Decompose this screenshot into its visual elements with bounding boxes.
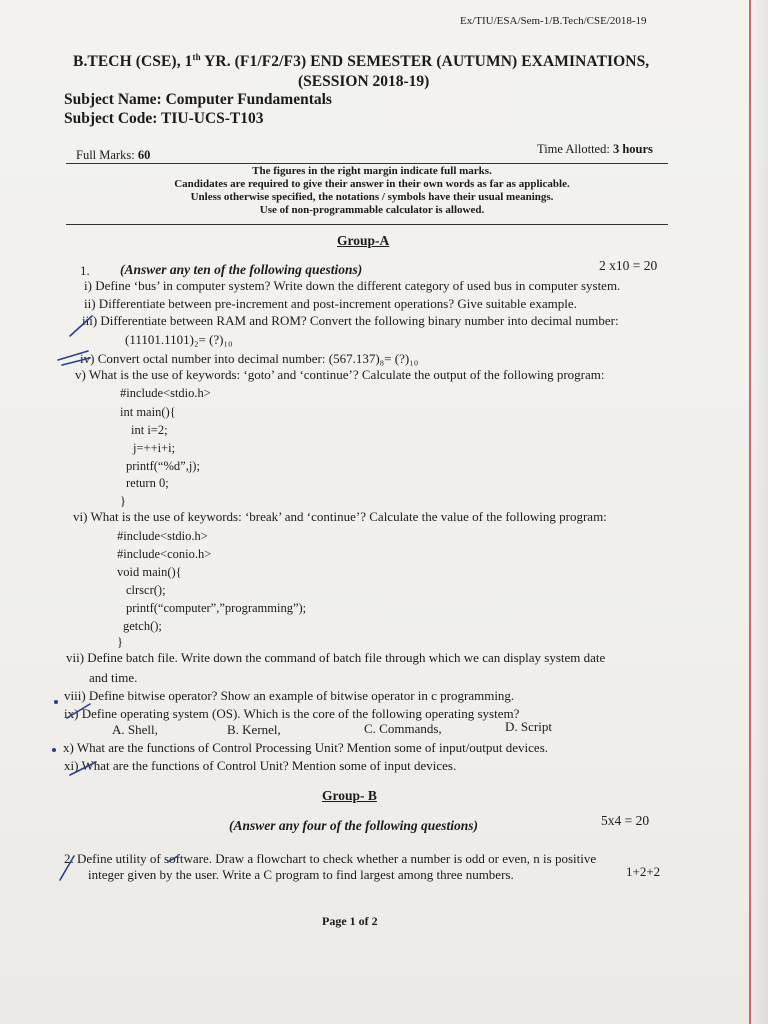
group-a-instruction: (Answer any ten of the following questions) xyxy=(120,262,363,277)
code-line: } xyxy=(120,494,126,508)
question-2: 2. Define utility of software. Draw a flowchart to check whether a number is odd or even, n is positive xyxy=(64,851,597,866)
question-2-marks: 1+2+2 xyxy=(626,864,661,879)
question-iii: iii) Differentiate between RAM and ROM? Convert the following binary number into decimal number: xyxy=(82,313,619,328)
code-line: j=++i+i; xyxy=(133,441,176,455)
option-d: D. Script xyxy=(505,719,552,734)
pen-strike-mark xyxy=(168,856,178,862)
reference-code: Ex/TIU/ESA/Sem-1/B.Tech/CSE/2018-19 xyxy=(460,15,647,27)
time-allotted: Time Allotted: 3 hours xyxy=(537,142,653,156)
question-vi: vi) What is the use of keywords: ‘break’ and ‘continue’? Calculate the value of the following program: xyxy=(73,509,607,524)
code-line: int main(){ xyxy=(120,405,176,419)
question-i: i) Define ‘bus’ in computer system? Write down the different category of used bus in computer system. xyxy=(84,278,621,293)
question-x: x) What are the functions of Control Processing Unit? Mention some of input/output devices. xyxy=(63,740,549,755)
group-b-instruction: (Answer any four of the following questions) xyxy=(229,818,479,833)
session-title: (SESSION 2018-19) xyxy=(298,73,430,90)
code-line: printf(“computer”,”programming”); xyxy=(126,601,307,615)
pen-tick-mark xyxy=(58,351,88,360)
pen-tick-mark xyxy=(70,762,96,775)
question-number: 1. xyxy=(80,263,90,278)
code-line: int i=2; xyxy=(131,423,168,437)
group-a-title: Group-A xyxy=(337,233,390,248)
pen-tick-mark xyxy=(62,358,90,365)
option-c: C. Commands, xyxy=(364,721,442,736)
question-vii: vii) Define batch file. Write down the command of batch file through which we can display system date xyxy=(66,650,606,665)
option-a: A. Shell, xyxy=(112,722,158,737)
code-line: } xyxy=(117,635,123,649)
code-line: printf(“%d”,j); xyxy=(126,459,200,473)
code-line: void main(){ xyxy=(117,565,182,579)
question-iv: iv) Convert octal number into decimal number: (567.137)₈= (?)₁₀ xyxy=(80,351,419,366)
subject-code: Subject Code: TIU-UCS-T103 xyxy=(64,110,264,127)
page-number: Page 1 of 2 xyxy=(322,914,378,928)
pen-tick-mark xyxy=(60,856,74,880)
code-line: #include<stdio.h> xyxy=(117,529,208,543)
instruction-line: Use of non-programmable calculator is allowed. xyxy=(259,204,485,216)
pen-dot xyxy=(54,700,58,704)
pen-dot xyxy=(52,748,56,752)
pen-tick-mark xyxy=(67,704,90,718)
question-xi: xi) What are the functions of Control Unit? Mention some of input devices. xyxy=(64,758,457,773)
question-2-cont: integer given by the user. Write a C program to find largest among three numbers. xyxy=(88,867,514,882)
group-a-marks: 2 x10 = 20 xyxy=(599,258,658,273)
group-b-marks: 5x4 = 20 xyxy=(601,813,650,828)
code-line: #include<stdio.h> xyxy=(120,386,211,400)
subject-name: Subject Name: Computer Fundamentals xyxy=(64,91,332,108)
full-marks: Full Marks: 60 xyxy=(76,148,151,162)
option-b: B. Kernel, xyxy=(227,722,281,737)
question-v: v) What is the use of keywords: ‘goto’ and ‘continue’? Calculate the output of the following program: xyxy=(75,367,605,382)
instruction-line: Candidates are required to give their answer in their own words as far as applicable. xyxy=(174,178,570,190)
question-ii: ii) Differentiate between pre-increment and post-increment operations? Give suitable example. xyxy=(84,296,577,311)
question-vii-cont: and time. xyxy=(89,670,138,685)
question-viii: viii) Define bitwise operator? Show an example of bitwise operator in c programming. xyxy=(64,688,515,703)
code-line: #include<conio.h> xyxy=(117,547,212,561)
question-iii-expression: (11101.1101)₂= (?)₁₀ xyxy=(125,332,233,347)
question-ix: ix) Define operating system (OS). Which is the core of the following operating system? xyxy=(64,706,520,721)
instruction-line: Unless otherwise specified, the notations / symbols have their usual meanings. xyxy=(190,191,554,203)
code-line: clrscr(); xyxy=(126,583,166,597)
instruction-line: The figures in the right margin indicate full marks. xyxy=(252,165,492,177)
code-line: getch(); xyxy=(123,619,162,633)
pen-tick-mark xyxy=(70,316,92,336)
exam-title: B.TECH (CSE), 1th YR. (F1/F2/F3) END SEMESTER (AUTUMN) EXAMINATIONS, xyxy=(73,52,650,71)
code-line: return 0; xyxy=(126,476,169,490)
group-b-title: Group- B xyxy=(322,788,377,803)
